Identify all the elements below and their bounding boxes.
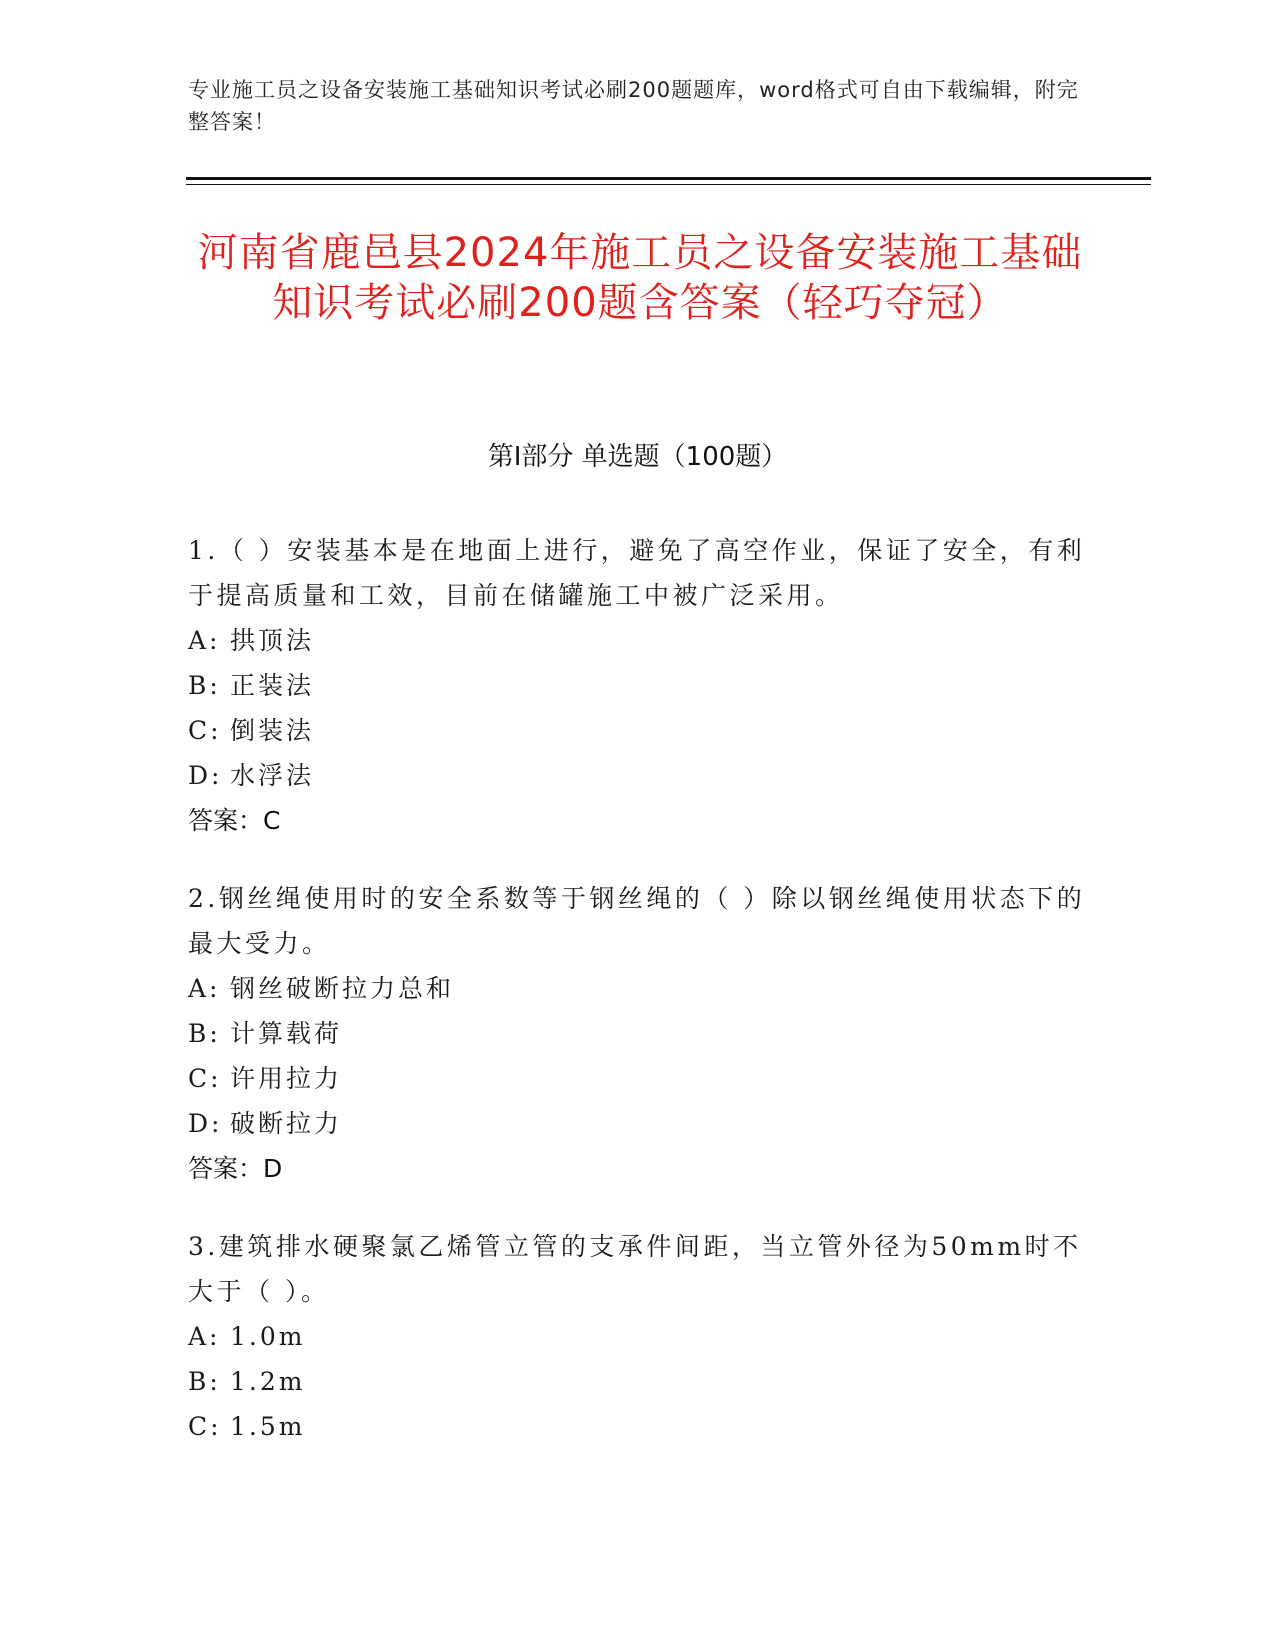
option-key: B:: [188, 1019, 221, 1048]
option-key: A:: [188, 1322, 221, 1351]
question-list: [188, 528, 1088, 1482]
answer-line: 答案：D: [188, 1154, 283, 1183]
header-divider-thin: [186, 184, 1151, 185]
question-3: [188, 1224, 1088, 1449]
option-key: A:: [188, 974, 221, 1003]
answer-line: 答案：C: [188, 806, 281, 835]
option-key: B:: [188, 671, 221, 700]
question-stem: 1.（ ）安装基本是在地面上进行，避免了高空作业，保证了安全，有利于提高质量和工效，目前在储罐施工中被广泛采用。: [188, 536, 1086, 610]
option-key: C:: [188, 1412, 222, 1441]
header-note: 专业施工员之设备安装施工基础知识考试必刷200题题库，word格式可自由下载编辑，附完整答案！: [188, 78, 1079, 134]
option-b: [188, 1359, 1088, 1404]
option-key: C:: [188, 716, 222, 745]
option-d: [188, 753, 1088, 798]
option-a: [188, 618, 1088, 663]
document-title: 河南省鹿邑县2024年施工员之设备安装施工基础知识考试必刷200题含答案（轻巧夺冠）: [197, 230, 1083, 326]
option-text: 1.0m: [230, 1322, 306, 1351]
question-stem: 2.钢丝绳使用时的安全系数等于钢丝绳的（ ）除以钢丝绳使用状态下的最大受力。: [188, 884, 1086, 958]
question-1: [188, 528, 1088, 843]
option-text: 拱顶法: [230, 626, 315, 655]
option-text: 钢丝破断拉力总和: [230, 974, 455, 1003]
option-text: 水浮法: [230, 761, 315, 790]
option-a: [188, 966, 1088, 1011]
option-c: [188, 1404, 1088, 1449]
option-text: 1.2m: [230, 1367, 306, 1396]
option-key: D:: [188, 761, 223, 790]
option-text: 正装法: [230, 671, 315, 700]
option-b: [188, 1011, 1088, 1056]
option-c: [188, 1056, 1088, 1101]
question-stem: 3.建筑排水硬聚氯乙烯管立管的支承件间距，当立管外径为50mm时不大于（ ）。: [188, 1232, 1082, 1306]
option-b: [188, 663, 1088, 708]
option-key: C:: [188, 1064, 222, 1093]
question-2: [188, 876, 1088, 1191]
option-c: [188, 708, 1088, 753]
option-key: B:: [188, 1367, 221, 1396]
option-d: [188, 1101, 1088, 1146]
option-key: D:: [188, 1109, 223, 1138]
header-divider-thick: [186, 177, 1151, 180]
option-text: 1.5m: [230, 1412, 306, 1441]
option-text: 许用拉力: [230, 1064, 343, 1093]
section-heading: 第Ⅰ部分 单选题（100题）: [487, 442, 788, 472]
option-text: 倒装法: [230, 716, 315, 745]
option-text: 计算载荷: [230, 1019, 343, 1048]
option-text: 破断拉力: [230, 1109, 343, 1138]
option-a: [188, 1314, 1088, 1359]
option-key: A:: [188, 626, 221, 655]
